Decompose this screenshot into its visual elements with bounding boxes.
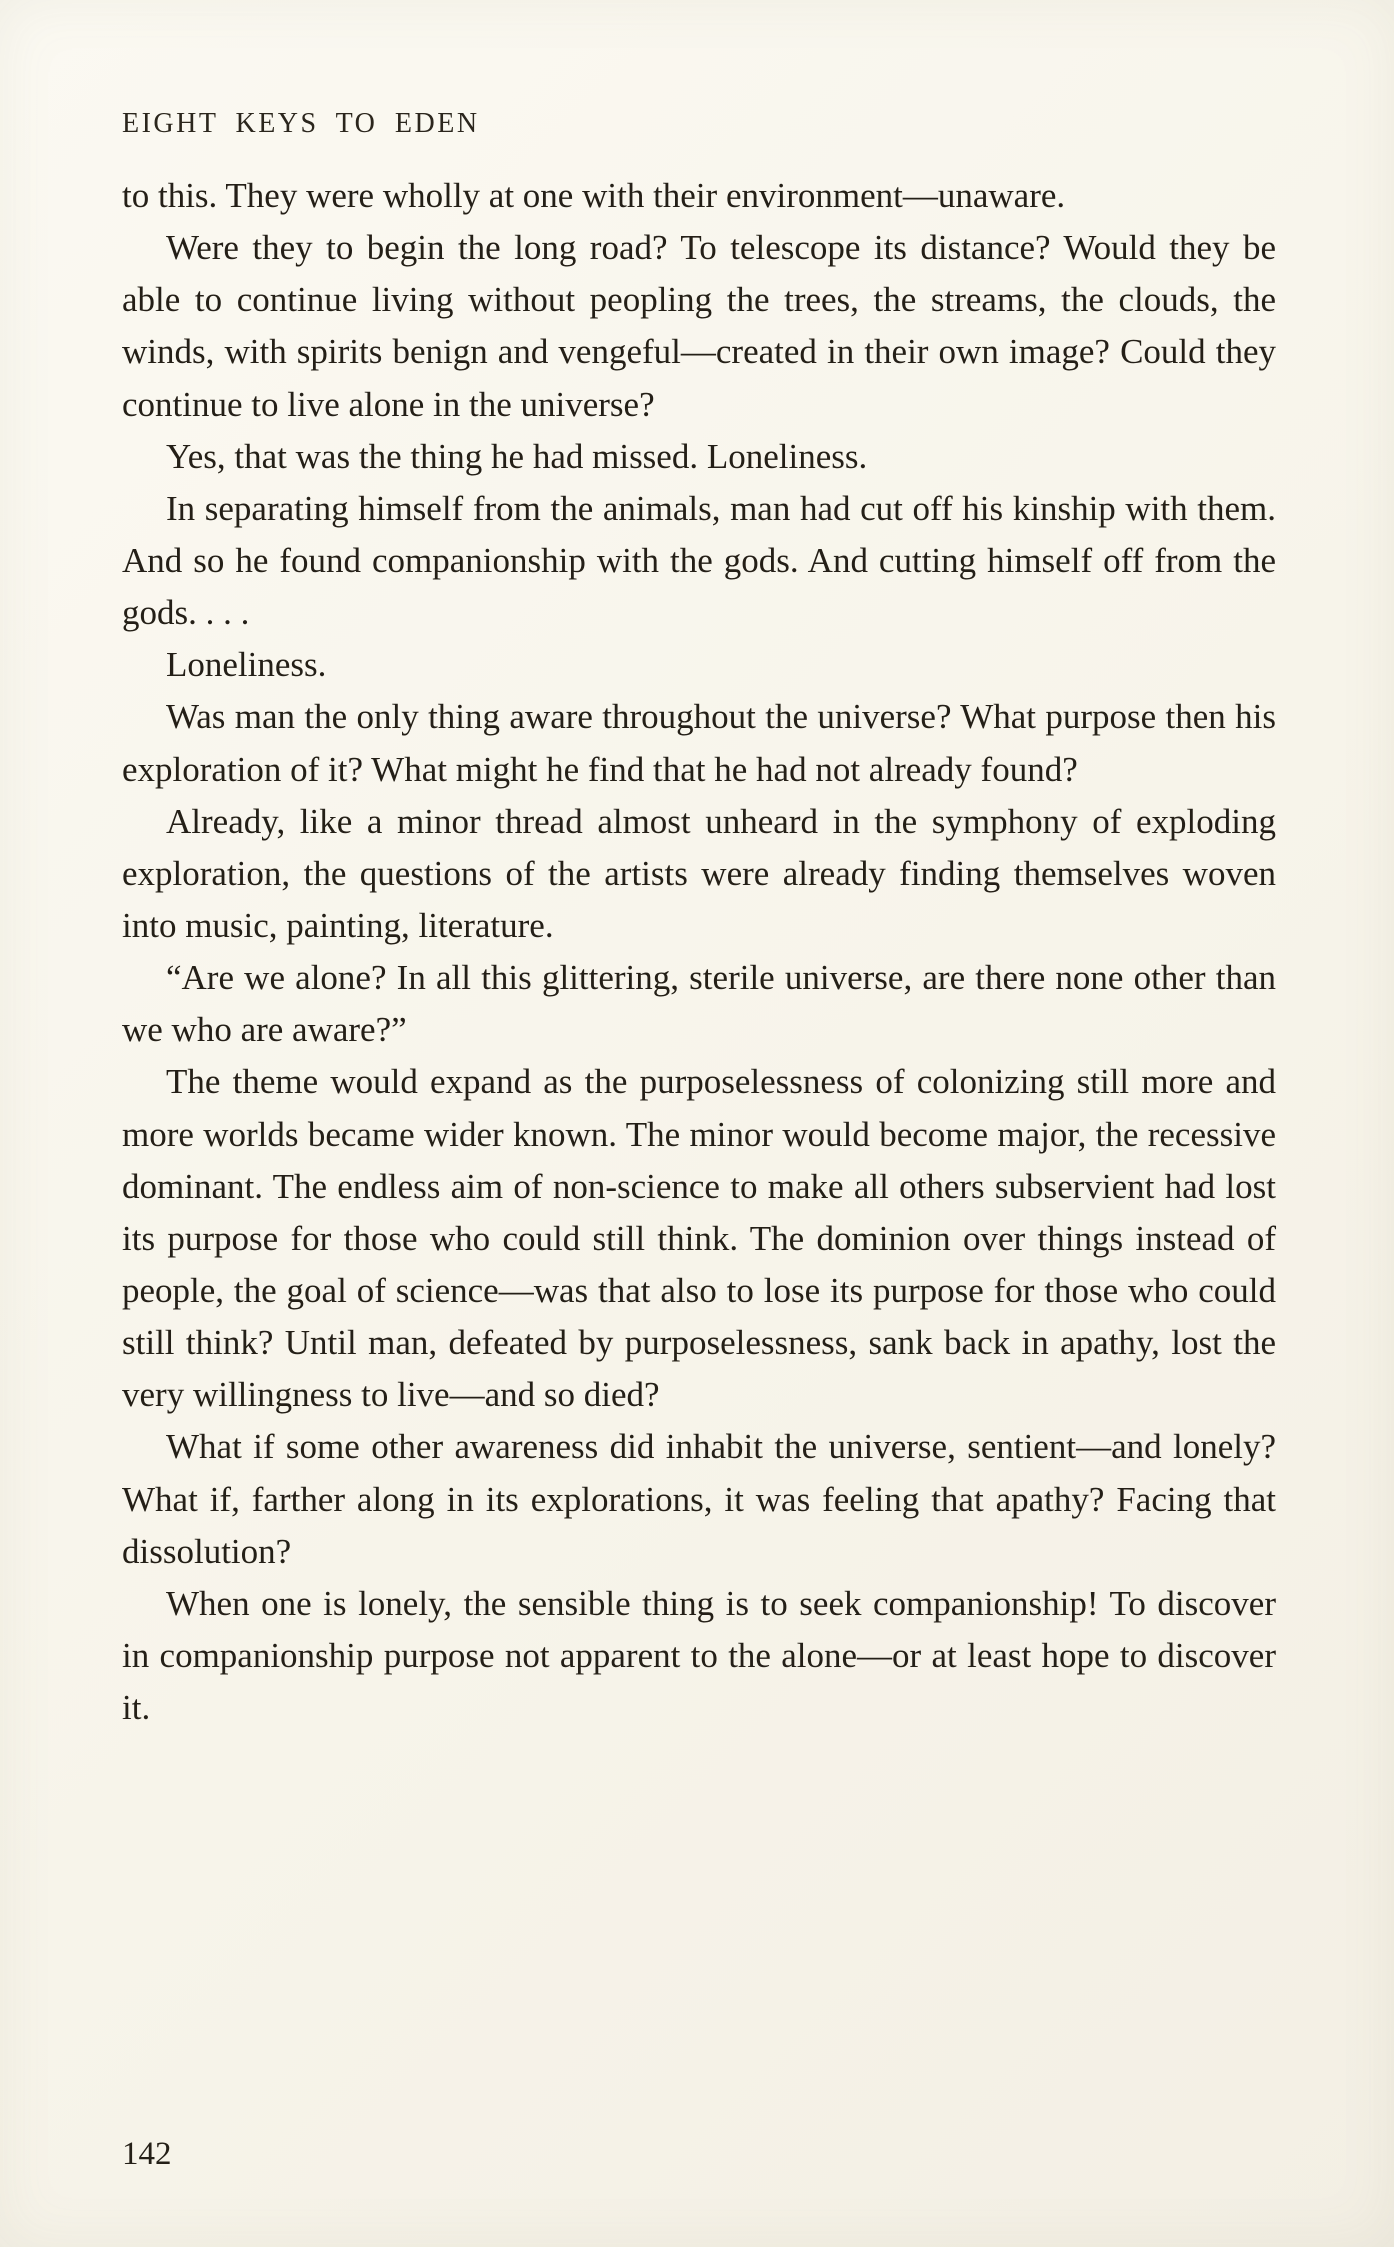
paragraph: Loneliness.	[166, 645, 327, 685]
running-header: EIGHT KEYS TO EDEN	[122, 108, 480, 139]
paragraph: Was man the only thing aware throughout the universe? What purpose then his exploration of it? What might he find that he had not already found?	[122, 697, 1276, 789]
paragraph: Were they to begin the long road? To telescope its distance? Would they be able to continue living without peopling the trees, the streams, the clouds, the winds, with spirits benign and vengeful—created in their own image? Could they continue to live alone in the universe?	[122, 228, 1276, 424]
paragraph: “Are we alone? In all this glittering, sterile universe, are there none other than we who are aware?”	[122, 958, 1276, 1050]
paragraph: Already, like a minor thread almost unheard in the symphony of exploding exploration, the questions of the artists were already finding themselves woven into music, painting, literature.	[122, 801, 1276, 945]
paragraph: When one is lonely, the sensible thing is to seek companionship! To discover in companionship purpose not apparent to the alone—or at least hope to discover it.	[122, 1583, 1276, 1728]
page-number: 142	[122, 2136, 172, 2172]
paragraph: What if some other awareness did inhabit the universe, sentient—and lonely? What if, farther along in its explorations, it was feeling that apathy? Facing that dissolution?	[122, 1427, 1276, 1571]
paragraph: The theme would expand as the purposelessness of colonizing still more and more worlds became wider known. The minor would become major, the recessive dominant. The endless aim of non-science to make all others subservient had lost its purpose for those who could still think. The dominion over things instead of people, the goal of science—was that also to lose its purpose for those who could still think? Until man, defeated by purposelessness, sank back in apathy, lost the very willingness to live—and so died?	[122, 1062, 1276, 1415]
paragraph: to this. They were wholly at one with their environment—unaware.	[122, 176, 1066, 215]
paragraph: Yes, that was the thing he had missed. Loneliness.	[166, 436, 868, 476]
paragraph: In separating himself from the animals, man had cut off his kinship with them. And so he found companionship with the gods. And cutting himself off from the gods. . . .	[122, 488, 1276, 633]
body-text	[122, 170, 1276, 1734]
